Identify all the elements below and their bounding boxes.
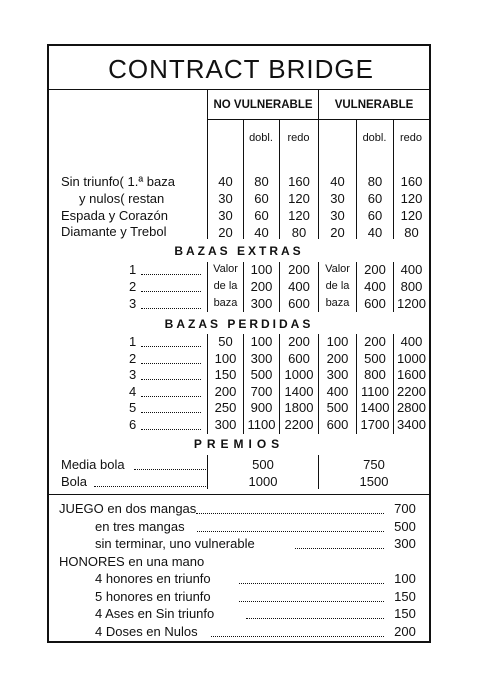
premio-label: Media bola [61, 457, 125, 472]
bottom-row-label: 4 honores en triunfo [95, 571, 211, 586]
base-value: 60 [254, 191, 269, 206]
extras-value: 400 [288, 279, 310, 294]
perdidas-value: 1100 [247, 416, 276, 432]
dot-leader [141, 291, 201, 292]
base-value: 20 [330, 225, 345, 240]
base-value: 20 [218, 225, 233, 240]
bottom-row-label: 4 Ases en Sin triunfo [95, 606, 215, 621]
extras-value: 400 [364, 279, 386, 294]
perdidas-value: 1000 [284, 367, 314, 382]
header-v-dobl: dobl. [362, 132, 387, 144]
perdidas-value: 1400 [284, 383, 314, 399]
bottom-row-value: 150 [394, 606, 416, 621]
perdidas-value: 100 [250, 334, 273, 349]
perdidas-value: 1600 [397, 367, 426, 382]
perdidas-value: 50 [218, 334, 233, 349]
premios-title: PREMIOS [193, 437, 285, 451]
base-value: 30 [330, 191, 345, 206]
perdidas-value: 800 [364, 367, 386, 382]
perdidas-row-label: 2 [129, 350, 137, 366]
perdidas-value: 500 [250, 367, 273, 382]
base-value: 160 [288, 174, 310, 189]
extras-row-label: 3 [129, 296, 137, 311]
perdidas-value: 2200 [397, 383, 426, 399]
dot-leader [141, 396, 201, 397]
header-no-vulnerable: NO VULNERABLE [213, 99, 313, 111]
extras-row-label: 1 [129, 262, 137, 277]
base-value: 30 [218, 191, 233, 206]
extras-value: 800 [400, 279, 423, 294]
perdidas-value: 150 [214, 367, 237, 382]
perdidas-value: 300 [250, 350, 273, 366]
perdidas-value: 400 [326, 383, 349, 399]
perdidas-value: 600 [288, 350, 310, 366]
perdidas-value: 1000 [397, 350, 426, 366]
perdidas-row-label: 1 [129, 334, 137, 349]
dot-leader [141, 274, 201, 275]
perdidas-value: 2800 [397, 400, 426, 415]
extras-value: Valor [325, 263, 350, 275]
base-value: 80 [291, 225, 307, 240]
base-value: 40 [218, 174, 233, 189]
bottom-row-value: 200 [394, 623, 416, 639]
extras-value: de la [325, 280, 350, 292]
perdidas-value: 600 [326, 416, 349, 432]
base-value: 120 [288, 208, 310, 223]
base-row-label: y nulos( restan [79, 191, 165, 206]
base-value: 80 [254, 174, 269, 189]
base-value: 40 [367, 225, 383, 240]
extras-row-label: 2 [129, 279, 137, 294]
base-value: 120 [400, 208, 423, 223]
base-value: 40 [254, 225, 269, 240]
bottom-row-value: 150 [394, 588, 416, 604]
premio-leader [134, 469, 206, 470]
header-line [207, 119, 429, 120]
dot-leader [141, 412, 201, 413]
bottom-divider [49, 494, 429, 495]
perdidas-value: 100 [326, 334, 349, 349]
perdidas-value: 2200 [284, 416, 314, 432]
extras-value: 400 [400, 262, 423, 277]
dot-leader [196, 513, 384, 514]
base-value: 60 [367, 208, 383, 223]
perdidas-row-label: 5 [129, 400, 137, 415]
bottom-row-label: sin terminar, uno vulnerable [95, 536, 255, 551]
premio-label: Bola [61, 474, 88, 489]
perdidas-row-label: 6 [129, 416, 137, 432]
base-value: 60 [254, 208, 269, 223]
perdidas-value: 500 [364, 350, 386, 366]
dot-leader [239, 601, 384, 602]
bottom-row-label: JUEGO en dos mangas [59, 501, 197, 516]
extras-value: 200 [250, 279, 273, 294]
base-value: 120 [400, 191, 423, 206]
perdidas-value: 300 [326, 367, 349, 382]
bazas-perdidas-title: BAZAS PERDIDAS [164, 317, 314, 331]
extras-value: 300 [250, 296, 273, 311]
perdidas-row-label: 4 [129, 383, 137, 399]
base-row-label: Diamante y Trebol [61, 224, 167, 239]
extras-value: 200 [364, 262, 386, 277]
base-value: 30 [330, 208, 345, 223]
bottom-row-label: en tres mangas [95, 518, 185, 534]
bottom-row-label: 4 Doses en Nulos [95, 623, 198, 639]
perdidas-value: 900 [250, 400, 273, 415]
dot-leader [295, 548, 384, 549]
base-value: 160 [400, 174, 423, 189]
base-value: 120 [288, 191, 310, 206]
perdidas-row-label: 3 [129, 367, 137, 382]
bottom-row-value: 500 [394, 518, 416, 534]
perdidas-value: 400 [400, 334, 423, 349]
perdidas-value: 1100 [361, 383, 389, 399]
extras-value: baza [325, 297, 350, 309]
bottom-row-label: 5 honores en triunfo [95, 588, 211, 604]
dot-leader [239, 583, 384, 584]
base-row-label: Sin triunfo( 1.ª baza [61, 174, 175, 189]
extras-value: 200 [288, 262, 310, 277]
dot-leader [246, 618, 384, 619]
dot-leader [211, 636, 384, 637]
premio-nv-value: 500 [252, 457, 274, 472]
premio-v-value: 1500 [359, 474, 389, 489]
bottom-row-value: 700 [394, 501, 416, 516]
extras-value: 600 [288, 296, 310, 311]
extras-value: de la [213, 280, 238, 292]
perdidas-value: 1800 [284, 400, 314, 415]
bottom-row-label: HONORES en una mano [59, 553, 205, 569]
perdidas-value: 200 [364, 334, 386, 349]
base-row-label: Espada y Corazón [61, 208, 168, 223]
header-vulnerable: VULNERABLE [334, 99, 414, 111]
perdidas-value: 200 [326, 350, 349, 366]
perdidas-value: 200 [214, 383, 237, 399]
premio-leader [94, 486, 206, 487]
extras-value: 100 [250, 262, 273, 277]
perdidas-value: 500 [326, 400, 349, 415]
extras-value: 1200 [397, 296, 426, 311]
dot-leader [141, 429, 201, 430]
bazas-extras-title: BAZAS EXTRAS [174, 244, 304, 258]
base-value: 40 [330, 174, 345, 189]
dot-leader [141, 346, 201, 347]
bottom-row-value: 100 [394, 571, 416, 586]
dot-leader [141, 308, 201, 309]
header-nv-dobl: dobl. [249, 132, 273, 144]
perdidas-value: 300 [214, 416, 237, 432]
dot-leader [197, 531, 384, 532]
perdidas-value: 1400 [360, 400, 390, 415]
extras-value: baza [213, 297, 238, 309]
header-v-redo: redo [399, 132, 423, 144]
perdidas-value: 200 [288, 334, 310, 349]
perdidas-value: 1700 [360, 416, 390, 432]
extras-value: Valor [213, 263, 238, 275]
perdidas-value: 250 [214, 400, 237, 415]
header-nv-redo: redo [287, 132, 310, 144]
perdidas-value: 100 [214, 350, 237, 366]
extras-value: 600 [364, 296, 386, 311]
base-value: 30 [218, 208, 233, 223]
base-value: 80 [404, 225, 419, 240]
card-title: CONTRACT BRIDGE [108, 54, 374, 84]
premio-nv-value: 1000 [248, 474, 278, 489]
base-value: 60 [367, 191, 383, 206]
dot-leader [141, 363, 201, 364]
perdidas-value: 3400 [397, 416, 426, 432]
dot-leader [141, 379, 201, 380]
premio-v-value: 750 [363, 457, 385, 472]
bridge-score-card [47, 44, 431, 643]
base-value: 80 [367, 174, 383, 189]
perdidas-value: 700 [250, 383, 273, 399]
title-divider [49, 89, 429, 90]
bottom-row-value: 300 [394, 536, 416, 551]
